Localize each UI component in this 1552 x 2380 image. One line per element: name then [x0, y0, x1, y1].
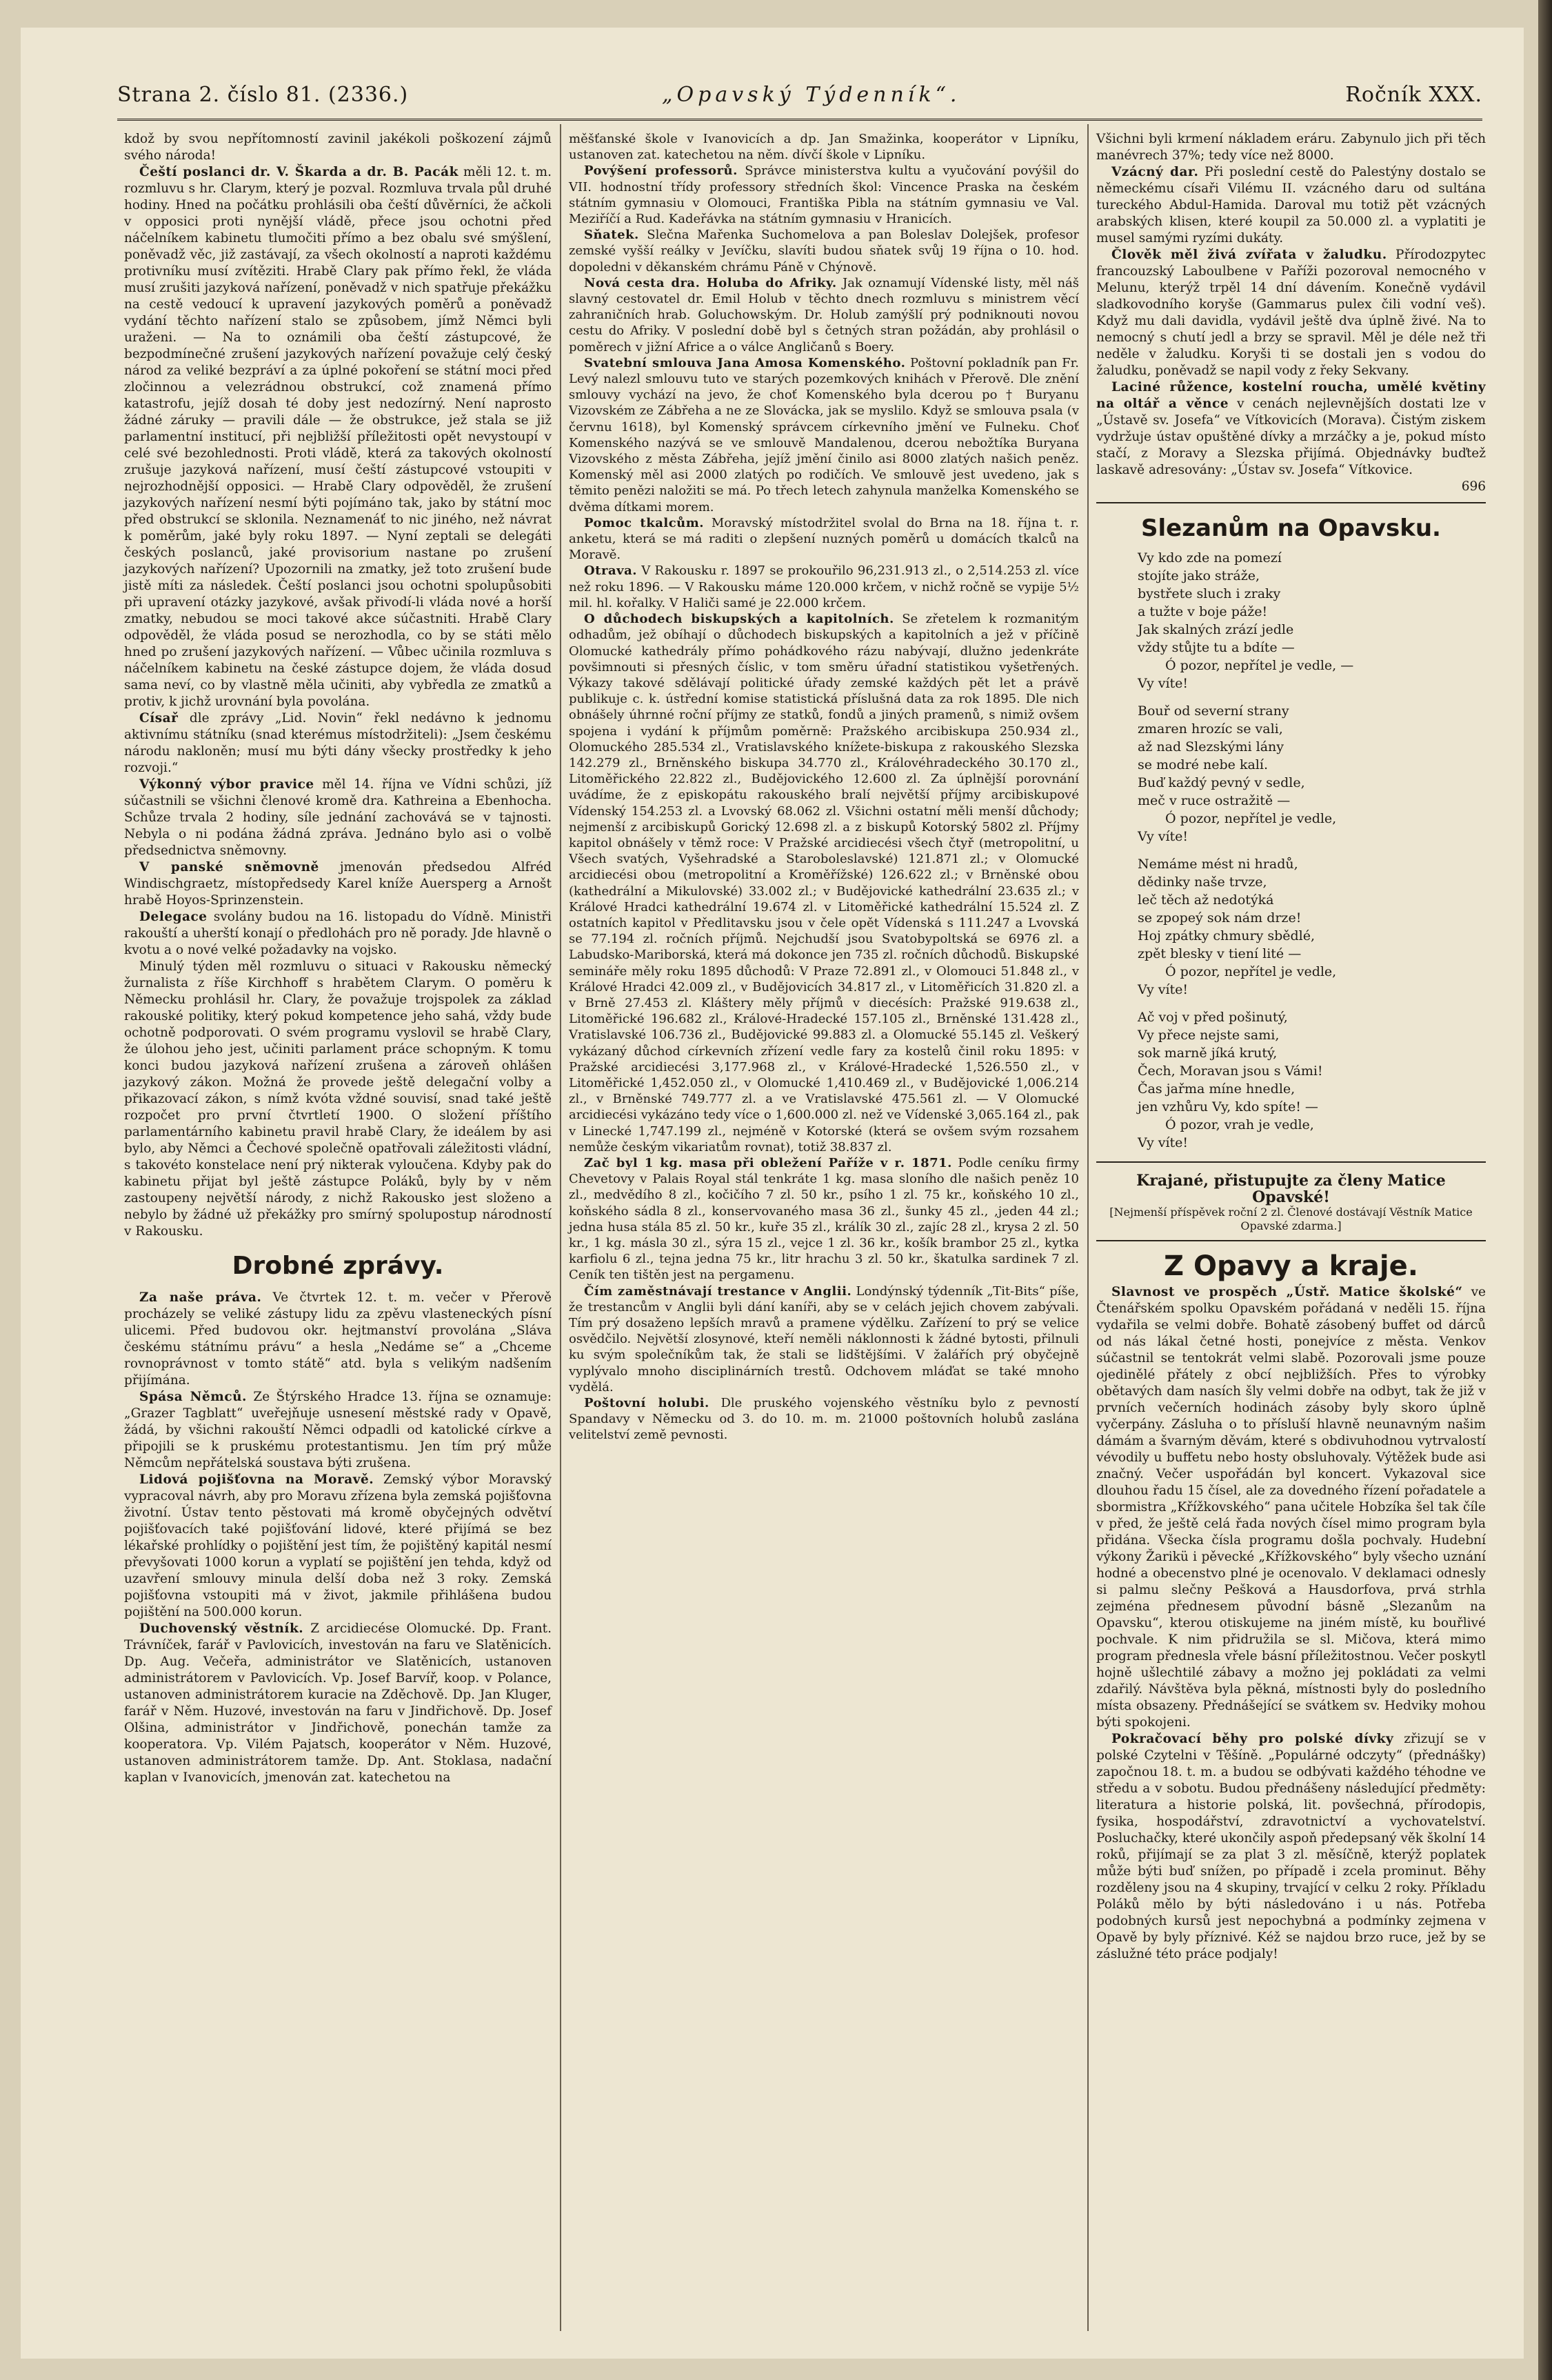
poem-line: Vy víte! — [1138, 982, 1189, 997]
article-heading: Čeští poslanci dr. V. Škarda a dr. B. Pacák — [139, 165, 458, 179]
article — [1096, 1731, 1486, 1963]
poem-line: Nemáme mést ni hradů, — [1138, 857, 1298, 872]
article-text: měli 12. t. m. rozmluvu s hr. Clarym, který je pozval. Rozmluva trvala půl druhé hodiny. Hned na počátku prohlásili oba čeští důvěrníci, že ačkoli v opposici proti nynější vládě, přece jsou ochotni před náčelníkem kabinetu tlumočiti přímo a bez obalu své smýšlení, poněvadž věc, již zastávají, za všech okolností a naproti každému protivníku musí zvítěziti. Hrabě Clary pak přímo řekl, že vláda musí zrušiti jazyková nařízení, poněvadž v nich spatřuje překážku na cestě vedoucí k upravení jazykových poměrů a poněvadž vydání těchto nařízení stalo se způsobem, jímž Němci byli uraženi. — Na to oznámili oba čeští zástupcové, že bezpodmínečné zrušení jazykových nařízení považuje celý český národ za veliké bezpráví a za úplné pokoření se státní moci před zločinnou a velezrádnou obstrukcí, což znamená přímo katastrofu, jejíž dosah té doby jest nedozírný. Není naprosto žádné záruky — pravili dále — že obstrukce, jež stala se již parlamentní institucí, při nejbližší příležitosti opět nevystoupí v celé své bezohlednosti. Proti vládě, která za takových okolností zrušuje jazyková nařízení, musí čeští zástupcové vstoupiti v nejrozhodnější opposici. — Hrabě Clary odpověděl, že zrušení jazykových nařízení nesmí býti pojímáno tak, jako by státní moc před obstrukcí se sklonila. Neznamenáť to nic jiného, než návrat k poměrům, jaké byly roku 1897. — Nyní zeptali se delegáti českých poslanců, jaké provisorium nastane po zrušení jazykových nařízení? Upozornili na zmatky, jež toto zrušení bude jistě míti za následek. Čeští poslanci jsou ochotni spolupůsobiti při upravení otázky jazykové, avšak přivodí-li vláda nové a horší zmatky, nebudou se moci takové akce súčastniti. Hrabě Clary odpověděl, že vláda posud se nerozhodla, co by se státi mělo hned po zrušení jazykových nařízení. — Vůbec učinila rozmluva s náčelníkem kabinetu na české zástupce dojem, že vláda dosud sama neví, co by vlastně měla učiniti, aby vybředla ze zmatků a protiv, k jichž urovnání byla povolána. — [124, 165, 552, 709]
column-divider — [560, 124, 561, 2331]
article-text: Přírodozpytec francouzský Laboulbene v Paříži pozoroval nemocného v Melunu, kterýž trpěl 14 dní dávením. Konečně vydávil sladkovodního koryše (Gammarus pulex čili vodní veš). Když mu dali davidla, vydávil ještě dva úplně živé. Na to nemocný s chutí jedl a brzy se spravil. Měl je déle než tři neděle v žaludku. Koryši ti se dostali jen s vodou do žaludku, poněvadž se napil vody z řeky Sekvany. — [1096, 248, 1486, 378]
article-heading: Poštovní holubi. — [584, 1396, 709, 1411]
poem-line: zpět bleskу v tiení lité — — [1138, 946, 1302, 961]
poem-line: vždy stůjte tu a bdíte — — [1138, 640, 1295, 655]
article-heading: V panské sněmovně — [139, 860, 319, 874]
article-heading: Pokračovací běhy pro polské dívky — [1111, 1732, 1394, 1746]
article — [569, 227, 1079, 275]
poem-line: bystřete sluch i zraky — [1138, 586, 1281, 601]
article-heading: Pomoc tkalcům. — [584, 515, 705, 530]
article — [1096, 247, 1486, 379]
section-title: Z Opavy a kraje. — [1164, 1250, 1418, 1282]
poem-line: Vy kdo zde na pomezí — [1138, 550, 1282, 566]
divider — [1096, 1161, 1486, 1163]
article-heading: Lidová pojišťovna na Moravě. — [139, 1472, 374, 1487]
poem-line: dědinky naše trvze, — [1138, 874, 1267, 890]
article-text: Poštovní pokladník pan Fr. Levý nalezl smlouvu tuto ve starých pozemkových knihách v Přerově. Dle znění smlouvy vychází na jevo, že choť Komenského byla dcerou po † Buryanu Vizovském ze Zábřeha a ne ze Slovácka, jak se myslilo. Když se smlouva psala (v červnu 1618), byl Komenský správcem církevního jmění ve Fulneku. Choť Komenského nazývá se ve smlouvě Mandalenou, dcerou nebožtíka Buryana Vizovského z města Zábřeha, jejíž jmění činilo asi 8000 zlatých našich peněz. Komenský měl asi 2000 zlatých po rodičích. Ve smlouvě jest uvedeno, jak s těmito penězi naložiti se má. Po třech letech zahynula manželka Komenského se dvěma dítkami morem. — [569, 355, 1079, 514]
column-1 — [124, 131, 552, 1786]
appeal-note: [Nejmenší příspěvek roční 2 zl. Členové dostávají Věstník Matice Opavské zdarma.] — [1109, 1206, 1473, 1232]
article-text: Slečna Mařenka Suchomelova a pan Boleslav Dolejšek, profesor zemské vyšší reálky v Jevíčku, slavíti budou sňatek svůj 19 října o 10. hod. dopoledni v děkanském chrámu Páně v Chýnově. — [569, 228, 1079, 274]
article-heading: Povýšení professorů. — [584, 163, 738, 179]
poem-line: se modré nebe kalí. — [1138, 757, 1268, 772]
advertisement-number: 696 — [1461, 479, 1486, 494]
article-heading: Za naše práva. — [139, 1290, 262, 1305]
paper-title: „Opavský Týdenník“. — [662, 83, 961, 107]
article — [124, 1621, 552, 1786]
poem-line: Buď každý pevný v sedle, — [1138, 775, 1305, 790]
article-text: měšťanské škole v Ivanovicích a dp. Jan Smažinka, kooperátor v Lipníku, ustanoven zat. katechetou na něm. dívčí škole v Lipníku. — [569, 132, 1079, 163]
article-heading: Čím zaměstnávají trestance v Anglii. — [584, 1283, 852, 1299]
poem-line: stojíte jako stráže, — [1138, 568, 1260, 583]
poem-line: zmaren hrozíc se vali, — [1138, 721, 1283, 737]
article-heading: Sňatek. — [584, 228, 639, 243]
article — [124, 909, 552, 959]
poem-line: leč těch až nedotýká — [1138, 892, 1274, 908]
poem-line: Vy víte! — [1138, 1135, 1189, 1150]
article-text: dle zprávy „Lid. Novin“ řekl nedávno k jednomu aktivnímu státníku (snad kterémus místodržiteli): „Jsem českému národu nakloněn; musí mu býti dány všecky prostředky k jeho rozvoji.“ — [124, 711, 552, 775]
article — [569, 1395, 1079, 1443]
poem-line: Ó pozor, vrah je vedle, — [1165, 1117, 1314, 1132]
article-heading: Otrava. — [584, 563, 638, 579]
article-text: Všichni byli krmení nákladem eráru. Zabynulo jich při těch manévrech 37%; tedy více než 8000. — [1096, 132, 1486, 163]
poem-line: Ó pozor, nepřítel je vedle, — [1165, 811, 1337, 826]
article-text: Správce ministerstva kultu a vyučování povýšil do VII. hodnostní třídy professory středních škol: Vincence Praska na českém státním gymnasiu v Olomouci, Františka Pibla na státním gymnasiu ve Val. Meziříčí a Rud. Kadeřávka na státním gymnasiu v Hranicích. — [569, 163, 1079, 227]
article-text: jmenován předsedou Alfréd Windischgraetz, místopředsedy Karel kníže Auersperg a Arnošt hrabě Hoyos-Sprinzenstein. — [124, 860, 552, 908]
article — [124, 859, 552, 909]
binding-spine — [1538, 0, 1552, 2380]
poem-line: Ač voj v před pošinutý, — [1138, 1010, 1288, 1025]
column-2 — [569, 131, 1079, 1443]
article — [569, 563, 1079, 611]
poem-line: se zpopeý sok nám drze! — [1138, 910, 1302, 926]
poem-stanza — [1138, 855, 1486, 999]
article-heading: Delegace — [139, 910, 208, 924]
article-heading: Duchovenský věstník. — [139, 1621, 304, 1636]
article — [569, 1283, 1079, 1395]
volume-label: Ročník XXX. — [1345, 83, 1482, 107]
article — [124, 164, 552, 710]
advertisement-heading: Laciné růžence, kostelní roucha, umělé květiny na oltář a věnce — [1096, 380, 1486, 411]
article-heading: Nová cesta dra. Holuba do Afriky. — [584, 275, 837, 290]
article — [124, 1290, 552, 1389]
poem-title: Slezanům na Opavsku. — [1141, 514, 1441, 542]
article-text: zřizují se v polské Czytelni v Těšíně. „Populárné odczyty“ (přednášky) započnou 18. t. m. a budou se odbývati každého téhodne ve středu a v sobotu. Budou přednášeny následující předměty: literatura a historie polská, lit. povšechná, přírodopis, fysika, hospodářství, zdravotnictví a vychovatelství. Posluchačky, které ukončily aspoň předepsaný věk školní 14 roků, přijímají se za plat 3 zl. měsíčně, kterýž poplatek může býti buď snížen, po případě i zcela prominut. Běhy rozděleny jsou na 4 skupiny, trvající v celku 2 roky. Příkladu Poláků mělo by býti následováno i u nás. Potřeba podobných kursů jest nepochybná a podmínky zejmena v Opavě by byly příznivé. Kéž se najdou brzo ruce, jež by se záslužné této práce podjaly! — [1096, 1732, 1486, 1961]
section-title: Drobné zprávy. — [232, 1252, 444, 1280]
article-heading: Člověk měl živá zvířata v žaludku. — [1111, 248, 1387, 262]
article-heading: Zač byl 1 kg. masa při obležení Paříže v r. 1871. — [584, 1156, 952, 1170]
appeal-heading: Krajané, přistupujte za členy Matice Opavské! — [1136, 1172, 1446, 1206]
article — [124, 710, 552, 777]
poem-line: až nad Slezskými lány — [1138, 739, 1284, 754]
article-text: kdož by svou nepřítomností zavinil jakékoli poškození zájmů svého národa! — [124, 132, 552, 163]
article-text: Se zřetelem k rozmanitým odhadům, jež obíhají o důchodech biskupských a kapitolních a jež v příčině Olomucké kathedrály přímo pohádkového rázu nabývají, dlužno jedenkráte povšimnouti si přesných číslic, v tom směru úřadní statistikou vyšetřených. Výkazy takové sdělávají politické úřady zemské každých pět let a právě publikuje c. k. ústřední komise statistická příslušná data za rok 1895. Dle nich obnášely úhrnné roční příjmy ze statků, fondů a jiných pramenů, s nimiž ovšem spojena i vydání k příjmům poměrně: Pražského arcibiskupa 250.934 zl., Olomuckého 285.534 zl., Vratislavského knížete-biskupa z rakouského Slezska 142.279 zl., Brněnského biskupa 34.770 zl., Královéhradeckého 30.170 zl., Litoměřického 22.822 zl., Budějovického 12.600 zl. Za úplnější porovnání uvádíme, že z episkopátu rakouského bralí největší příjmy arcibiskupové Vídenský 154.253 zl. a Lvovský 68.062 zl. Všichni ostatní měli menší důchody; nejmenší z arcibiskupů Gorický 12.698 zl. a z biskupů Kotorský 5802 zl. Příjmy kapitol obnášely v těmž roce: V Pražské arcidiecési všech čtyř (metropolitní, u Všech svatých, Vyšehradské a Staroboleslavské) 121.871 zl.; v Olomucké arcidiecési obou (metropolitní a Kroměřížské) 126.622 zl.; v Brněnské obou (kathedrální a Mikulovské) 33.002 zl.; v Budějovické kathedrální 23.635 zl.; v Králové Hradci kathedrální 19.674 zl. v Litoměřické kathedrální 15.524 zl. Z ostatních kapitol v Předlitavsku jsou v čele opět Vídenská s 111.247 a Lvovská se 77.194 zl. ročních příjmů. Nejchudší jsou Svatobypoltská se 6976 zl. a Labudsko-Mariborská, která má dokonce jen 735 zl. ročních důchodů. Biskupské semináře měly roku 1895 důchodů: V Praze 72.891 zl., v Olomouci 51.848 zl., v Králové Hradci 42.009 zl., v Budějovicích 34.817 zl., v Litoměřicích 31.820 zl. a v Brně 27.453 zl. Kláštery měly příjmů v diecésích: Pražské 919.638 zl., Litoměřické 196.682 zl., Králové-Hradecké 157.105 zl., Brněnské 131.428 zl., Vratislavské 106.736 zl., Budějovické 99.883 zl. a Olomucké 55.145 zl. Veškerý vykázaný důchod církevních zřízení vedle fary za kostelů činil roku 1895: v Pražské arcidiecési 3,177.968 zl., v Králové-Hradecké 1,526.550 zl., v Litoměřické 1,452.050 zl., v Olomucké 1,410.469 zl., v Budějovické 1,006.214 zl., v Brněnské 749.777 zl. a ve Vratislavské 475.561 zl. — V Olomucké arcidiecési vykázáno tedy více o 1,600.000 zl. než ve Vídenské 3,065.164 zl., pak v Linecké 1,747.199 zl., nejméně v Kotorské (která se ovšem svým rozsahem nemůže českým vikariatům rovnat), totiž 38.837 zl. — [569, 612, 1079, 1154]
article-text: V Rakousku r. 1897 se prokouřilo 96,231.913 zl., o 2,514.253 zl. více než roku 1896. — V Rakousku máme 120.000 krčem, v nichž ročně se vypije 5½ mil. hl. kořalky. V Haliči samé je 22.000 krčem. — [569, 563, 1079, 610]
article-text: Z arcidiecése Olomucké. Dp. Frant. Trávníček, farář v Pavlovicích, investován na faru ve Slatěnicích. Dp. Aug. Večeřa, administrátor ve Slatěnicích, ustanoven administrátorem v Pavlovicích. Vp. Josef Barvíř, koop. v Polance, ustanoven administrátorem kuracie na Zděchově. Dp. Jan Kluger, farář v Něm. Huzové, investován na faru v Jindřichově. Dp. Josef Olšina, administrátor v Jindřichově, ponechán tamže za kooperatora. Vp. Vilém Pajatsch, kooperátor v Něm. Huzové, ustanoven administrátorem tamže. Dp. Ant. Stoklasa, nadační kaplan v Ivanovicích, jmenován zat. katechetou na — [124, 1621, 552, 1785]
poem-line: Čas jařma míne hnedle, — [1138, 1081, 1296, 1097]
article-text: Podle ceníku firmy Chevetovy v Palais Royal stál tenkráte 1 kg. masa sloního dle našich peněz 10 zl., medvědího 8 zl., kočičího 7 zl. 50 kr., psího 1 zl. 75 kr., koňského 10 zl., koňského sádla 8 zl., konservovaného masa 36 zl., šunky 45 zl., ,jeden 44 zl.; jedna husa stála 85 zl. 50 kr., kuře 35 zl., králík 30 zl., zajíc 28 zl., krysa 2 zl. 50 kr., 1 kg. másla 30 zl., sýra 15 zl., vejce 1 zl. 36 kr., košík brambor 25 zl., kytka karfiolu 6 zl., tejna jedna 75 kr., litr hrachu 3 zl. 50 kr., škatulka sardinek 7 zl. Ceník ten tištěn jest na pergamenu. — [569, 1156, 1079, 1283]
article — [124, 777, 552, 859]
article — [1096, 164, 1486, 247]
poem — [1096, 549, 1486, 1152]
column-divider — [1087, 124, 1089, 2331]
article-text: Jak oznamují Vídenské listy, měl náš slavný cestovatel dr. Emil Holub v těchto dnech rozmluvu s ministrem věcí zahraničních hrab. Goluchowským. Dr. Holub zamýšlí prý podniknouti novou cestu do Afriky. V poslední době byl s četných stran požádán, aby prohlásil o poměrech v jižní Africe a o válce Angličanů s Boery. — [569, 275, 1080, 354]
article — [569, 163, 1079, 227]
poem-line: a tužte v boje páže! — [1138, 604, 1268, 619]
article — [124, 1472, 552, 1621]
article — [1096, 1284, 1486, 1731]
advertisement-text: v cenách nejlevnějších dostati lze v „Ústavě sv. Josefa“ ve Vítkovicích (Morava). Čistým ziskem vydržuje ústav opuštěné dívky a mrzáčky a je, pokud místo stačí, z Moravy a Slezska přijímá. Objednávky buďtež laskavě adresovány: „Ústav sv. Josefa“ Vítkovice. — [1096, 397, 1486, 477]
article-heading: Císař — [139, 711, 179, 726]
article-text: Při poslední cestě do Palestýny dostalo se německému císaři Vilému II. vzácného daru od sultána tureckého Abdul-Hamida. Daroval mu totiž pět vzácných arabských klisen, které koupil za 50.000 zl. a vyplatiti je musel samými ryzími dukáty. — [1096, 165, 1486, 246]
poem-line: sok marně jíká krutý, — [1138, 1046, 1278, 1061]
poem-line: jen vzhůru Vy, kdo spíte! — — [1138, 1099, 1318, 1114]
poem-line: Vy víte! — [1138, 676, 1189, 691]
article — [569, 611, 1079, 1155]
article-heading: Výkonný výbor pravice — [139, 777, 314, 792]
poem-stanza — [1138, 702, 1486, 846]
article-text: Ve čtvrtek 12. t. m. večer v Přerově procházely se veliké zástupy lidu za zpěvu vlasteneckých písní ulicemi. Před budovou okr. hejtmanství provolána „Sláva českému státnímu právu“ a hesla „Nedáme se“ a „Chceme rovnoprávnost v tomto státě“ atd. byla s velikým nadšením přijímána. — [124, 1290, 552, 1388]
article-text: Zemský výbor Moravský vypracoval návrh, aby pro Moravu zřízena byla zemská pojišťovna životní. Ústav tento pěstovati má kromě obyčejných odvětví pojišťovacích také pojišťování lidové, které přijímá se bez lékařské prohlídky o pojištění jest tím, že pojištěný kapitál nesmí převyšovati 1000 korun a vyplatí se pojištění jen tehda, když od uzavření smlouvy minula delší doba než 3 roky. Zemská pojišťovna vstoupiti má v život, jakmile přihlášena budou pojištění na 500.000 korun. — [124, 1472, 552, 1619]
header-rule — [117, 119, 1482, 121]
article-text: měl 14. října ve Vídni schůzi, jíž súčastnili se všichni členové kromě dra. Kathreina a Ebenhocha. Schůze trvala 2 hodiny, síle jednání zachovává se v tajnosti. Nebyla o ni podána žádná zpráva. Jednáno bylo asi o volbě předsednictva sněmovny. — [124, 777, 552, 858]
poem-line: meč v ruce ostražitě — — [1138, 793, 1291, 808]
article — [569, 275, 1079, 355]
poem-line: Ó pozor, nepřítel je vedle, — [1165, 964, 1337, 979]
article-heading: Svatební smlouva Jana Amosa Komenského. — [584, 355, 906, 370]
poem-stanza — [1138, 1008, 1486, 1152]
poem-line: Jak skalných zrází jedle — [1138, 622, 1294, 637]
poem-stanza — [1138, 549, 1486, 692]
article-text: Dle pruského vojenského věstníku bylo z pevností Spandavy v Německu od 3. do 10. m. m. 21000 poštovních holubů zaslána velitelství země pevnosti. — [569, 1396, 1079, 1443]
article-text: Minulý týden měl rozmluvu o situaci v Rakousku německý žurnalista z říše Kirchhoff s hrabětem Clarym. O poměru k Německu prohlásil hr. Clary, že považuje trojspolek za základ rakouské politiky, který pokud kompetence jeho sahá, vždy bude ochotně podporovati. O svém programu vyslovil se hrabě Clary, že úlohou jeho jest, učiniti parlament práce schopným. K tomu konci budou jazyková nařízení zrušena a zároveň ohlášen jazykový zákon. Možná že provede ještě delegační volby a přikazovací zákon, s nímž kvóta vždné souvisí, snad také ještě rozpočet pro první čtvrtletí 1900. O složení příštího parlamentárního kabinetu pravil hrabě Clary, že ideálem by asi bylo, aby Němci a Čechové společně opatřovali záležitosti vládní, s takovéto konstelace není prý nikterak vyloučena. Kdyby pak do kabinetu přijat byl ještě zástupce Poláků, byly by v něm zastoupeny největší národy, z nichž Rakousko jest složeno a nebylo by žádné už překážky pro smírný spolupostup národností v Rakousku. — [124, 959, 552, 1239]
article — [569, 515, 1079, 563]
article — [569, 1155, 1079, 1283]
article-text: svolány budou na 16. listopadu do Vídně. Ministři rakouští a uherští konají o předlohách pro ně porady. Jde hlavně o kvotu a o nové velké požadavky na vojsko. — [124, 910, 552, 957]
poem-line: Vy přece nejste sami, — [1138, 1028, 1280, 1043]
poem-line: Čech, Moravan jsou s Vámi! — [1138, 1063, 1323, 1079]
poem-line: Hoj zpátky chmury sbědlé, — [1138, 928, 1316, 943]
poem-line: Vy víte! — [1138, 829, 1189, 844]
article-heading: Spása Němců. — [139, 1390, 247, 1404]
poem-line: Ó pozor, nepřítel je vedle, — — [1165, 658, 1354, 673]
column-3 — [1096, 131, 1486, 1963]
article-heading: Slavnost ve prospěch „Ústř. Matice školské“ — [1111, 1285, 1463, 1299]
advertisement — [1096, 379, 1486, 479]
article — [569, 355, 1079, 515]
divider — [1096, 1240, 1486, 1241]
page-label: Strana 2. číslo 81. (2336.) — [117, 83, 409, 107]
article-text: Londýnský týdenník „Tit-Bits“ píše, že trestancům v Anglii byli dání kaníři, aby se v celách jejich chovem zabývali. Tím prý dosaženo lepších mravů a pramene výdělku. Zařízení to prý se velice osvědčilo. Největší zlosynové, kteří neměli náklonnosti k žádné bytosti, přilnuli ku svým společníkům tak, že stali se lidštějšími. V žalářích prý obyčejně vyplývalo mnoho disciplinárních trestů. Odchovem mláďat se také mnoho vydělá. — [569, 1283, 1079, 1394]
article-text: Moravský místodržitel svolal do Brna na 18. října t. r. anketu, která se má raditi o zlepšení nuzných poměrů u domácích tkalců na Moravě. — [569, 515, 1079, 563]
article-heading: Vzácný dar. — [1111, 165, 1199, 179]
article — [124, 1389, 552, 1472]
page-header — [117, 83, 1482, 121]
poem-line: Bouř od severní strany — [1138, 703, 1289, 719]
article-text: Ze Štýrského Hradce 13. října se oznamuje: „Grazer Tagblatt“ uveřejňuje usnesení městské rady v Opavě, žádá, by všichni rakouští Němci odpadli od katolické církve a připojili se k pruskému protestantismu. Jen tím prý může Němcům nepřátelská soustava býti zrušena. — [124, 1390, 552, 1470]
article-text: ve Čtenářském spolku Opavském pořádaná v neděli 15. října vydařila se velmi dobře. Bohatě zásobený buffet od dárců od nás lákal četné hosti, ponejvíce z města. Venkov súčastnil se tentokrát velmi slabě. Pozorovali jsme pouze ojedinělé přátely z obcí nejbližších. Přes to výrobky obětavých dam nasích šly velmi dobře na odbyt, tak že již v prvních večerních hodinách zásoby byly skoro úplně vyčerpány. Zásluha o to přísluší hlavně neunavným našim dámám a švarným děvám, které s obdivuhodnou vytrvalostí vévodily u buffetu nebo hosty obsluhovaly. Výtěžek bude asi značný. Večer uspořádán byl koncert. Vykazoval sice dlouhou řadu 15 čísel, ale za dovedného řízení pořadatele a sbormistra „Křížkovského“ pana učitele Hobzíka šel tak číle v před, že ještě celá řada nových čísel mimo program byla přidána. Všecka čísla programu došla pochvaly. Hudební výkony Žarikü i pěvecké „Křížkovského“ byly všecho uznání hodné a obecenstvo plné je ocenovalo. V deklamaci odnesly si palmu slečny Pešková a Hausdorfova, prvá strhla zejména přednesem původní básně „Slezanům na Opavsku“, kterou otiskujeme na jiném místě, ku bouřlivé pochvale. K nim přidružila se sl. Mičova, která mimo program přednesla vřele básní příležitostnou. Večer poskytl hojně ušlechtilé zábavy a možno jej pokládati za velmi zdařilý. Návštěva byla pěkná, místnosti byly do posledního místa obsazeny. Přednášející se svátkem sv. Hedviky mohou býti spokojeni. — [1096, 1285, 1487, 1730]
divider — [1096, 502, 1486, 503]
article-heading: O důchodech biskupských a kapitolních. — [584, 612, 894, 627]
